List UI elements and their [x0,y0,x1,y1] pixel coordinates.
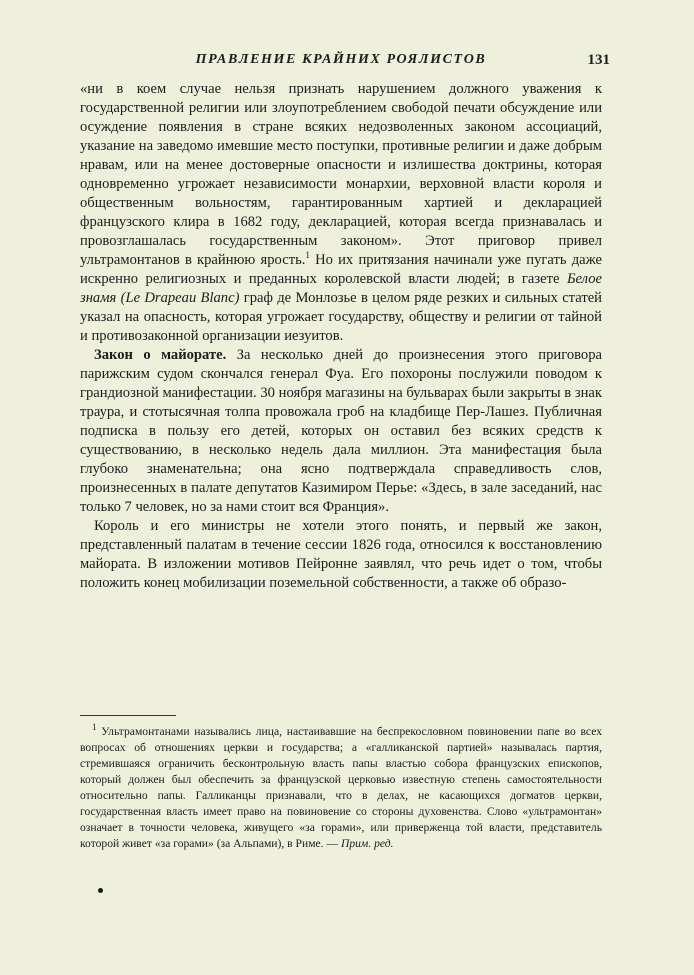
footnote-marker: 1 [92,722,97,733]
running-title: ПРАВЛЕНИЕ КРАЙНИХ РОЯЛИСТОВ [195,52,487,67]
editor-note: Прим. ред. [340,837,394,850]
paragraph-1-part-b: Но их притязания начинали уже пугать даже искренно религиозных и преданных королевской власти людей; в газете [80,252,602,287]
paragraph-2-text: За несколько дней до произнесения этого приговора парижским судом скончался генерал Фуа. Его похороны послужили поводом к грандиозной манифестации. 30 ноября магазины на бульварах были закрыты в знак траура, и стотысячная толпа провожала гроб на кладбище Пер-Лашез. Публичная подписка в пользу его детей, которых он оставил без всяких средств к существованию, в несколько недель дала миллион. Эта манифестация была глубоко знаменательна; она ясно подтверждала справедливость слов, произнесенных в палате депутатов Казимиром Перье: «Здесь, в зале заседаний, нас только 7 человек, но за нами стоит вся Франция». [80,347,602,515]
footnote-paragraph [80,724,602,852]
ink-dot [98,888,103,893]
page-header [72,52,610,74]
page-number: 131 [587,52,610,68]
paragraph-3: Король и его министры не хотели этого понять, и первый же закон, представленный палатам в течение сессии 1826 года, относился к восстановлению майората. В изложении мотивов Пейронне заявлял, что речь идет о том, чтобы положить конец мобилизации поземельной собственности, а также об образо- [80,518,602,591]
main-text [80,80,602,593]
gazette-title: Белое знамя (Le Drapeau Blanc) [80,271,602,306]
footnote [80,724,602,852]
footnote-text: Ультрамонтанами назывались лица, настаивавшие на беспрекословном повиновении папе во всех вопросах об отношениях церкви и государства; а «галликанской партией» называлась партия, стремившаяся ограничить бесконтрольную власть папы властью собора французских епископов, который должен был обеспечить за французской церковью известную степень самостоятельности относительно папы. Галликанцы признавали, что в делах, не касающихся догматов церкви, государственная власть имеет право на повиновение со стороны духовенства. Слово «ультрамонтан» означает в точности человека, живущего «за горами», или приверженца той власти, представитель которой живет «за горами» (за Альпами), в Риме. — [80,725,602,850]
footnote-divider [80,715,176,716]
paragraph-2 [80,346,602,517]
paragraph-1 [80,80,602,346]
paragraph-1-part-a: «ни в коем случае нельзя признать нарушением должного уважения к государственной религии или злоупотреблением свободой печати обсуждение или осуждение появления в стране всяких недозволенных законом ассоциаций, указание на заведомо имевшие место поступки, противные религии и даже добрым нравам, или на менее достоверные опасности и излишества доктрины, которая одновременно угрожает независимости монархии, верховной власти короля и общественным вольностям, гарантированным хартией и декларацией французского клира в 1682 году, декларацией, которая всегда признавалась и провозглашалась государственным законом». Этот приговор привел ультрамонтанов в крайнюю ярость. [80,81,602,268]
paragraph-1-part-c: граф де Монлозье в целом ряде резких и сильных статей указал на опасность, которая угрожает государству, обществу и религии от тайной и противозаконной организации иезуитов. [80,290,602,344]
section-heading: Закон о майорате. [94,347,227,363]
footnote-reference: 1 [305,250,310,261]
